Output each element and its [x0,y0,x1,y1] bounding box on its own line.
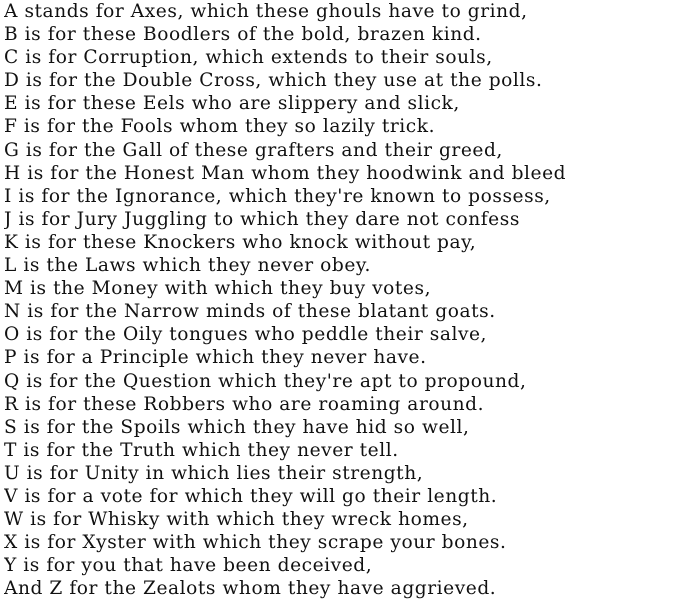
poem-line-p: P is for a Principle which they never have. [4,347,427,369]
poem-line-a: A stands for Axes, which these ghouls have to grind, [4,1,528,22]
poem-line-d: D is for the Double Cross, which they use at the polls. [4,70,543,92]
poem-line-l: L is the Laws which they never obey. [4,255,371,277]
poem-line-k: K is for these Knockers who knock without pay, [4,231,477,253]
poem-line-u: U is for Unity in which lies their strength, [4,462,424,484]
poem-line-e: E is for these Eels who are slippery and slick, [4,93,460,115]
poem-line-h: H is for the Honest Man whom they hoodwink and bleed [4,162,567,184]
poem-line-c: C is for Corruption, which extends to their souls, [4,47,493,69]
poem-line-g: G is for the Gall of these grafters and their greed, [4,139,503,161]
poem-line-w: W is for Whisky with which they wreck homes, [4,509,469,531]
poem-line-r: R is for these Robbers who are roaming around. [4,393,485,415]
poem-line-s: S is for the Spoils which they have hid so well, [4,416,470,438]
poem-line-j: J is for Jury Juggling to which they dare not confess [4,208,520,230]
poem-line-v: V is for a vote for which they will go their length. [4,485,498,507]
poem-line-b: B is for these Boodlers of the bold, brazen kind. [4,24,482,46]
poem-line-o: O is for the Oily tongues who peddle their salve, [4,324,488,346]
poem-line-n: N is for the Narrow minds of these blatant goats. [4,301,496,323]
poem-line-t: T is for the Truth which they never tell. [4,439,399,461]
poem-line-q: Q is for the Question which they're apt to propound, [4,370,527,392]
poem-line-i: I is for the Ignorance, which they're known to possess, [4,185,551,207]
poem-line-y: Y is for you that have been deceived, [4,555,373,577]
poem-line-z: And Z for the Zealots whom they have aggrieved. [4,578,497,600]
poem-text [4,0,700,600]
poem-line-x: X is for Xyster with which they scrape your bones. [4,532,507,554]
poem-line-m: M is the Money with which they buy votes, [4,278,432,300]
poem-line-f: F is for the Fools whom they so lazily trick. [4,116,436,138]
